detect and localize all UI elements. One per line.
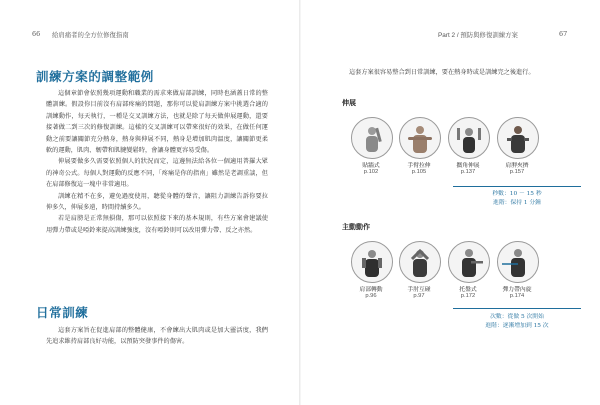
exercise-photo-wall-stretch [351, 117, 393, 159]
main-note-line1: 次數：從做 5 次開始 [490, 314, 544, 320]
exercise-photo-tray [448, 241, 490, 283]
exercise-photo-shoulder-rotation [351, 241, 393, 283]
exercise-page: p.105 [411, 169, 427, 175]
stretch-note-line2: 進階：保持 1 分鐘 [493, 200, 541, 206]
section2-paragraph: 這套方案旨在促進肩部的整體健康，不會練出大肌肉或是加大靈活度，我們先追求維持肩部良好功能，以預防突發事件的傷害。 [46, 327, 268, 346]
section2-body [46, 325, 268, 348]
exercise-page: p.157 [509, 169, 525, 175]
left-book-title: 給肩痛者的全方位修復指南 [52, 31, 129, 39]
exercise-name: 貼牆式 [362, 163, 380, 169]
intro-text [337, 67, 565, 78]
exercise-name: 攜角伸展 [456, 163, 480, 169]
exercise-photo-scapular-squeeze [497, 117, 539, 159]
exercise-page: p.97 [413, 293, 425, 299]
exercise-name: 彈力帶內旋 [502, 287, 532, 293]
main-heading: 主動動作 [342, 223, 370, 231]
exercise-page: p.137 [460, 169, 476, 175]
section1-body [46, 88, 268, 236]
section-title-daily: 日常訓練 [36, 305, 89, 320]
exercise-name: 手肘互碰 [407, 287, 431, 293]
right-running-head: Part 2 / 預防與修復訓練方案 [438, 32, 518, 39]
exercise-name: 肩部轉動 [359, 287, 383, 293]
exercise-page: p.102 [363, 169, 379, 175]
exercise-page: p.172 [460, 293, 476, 299]
exercise-photo-corner-stretch [448, 117, 490, 159]
section1-paragraph: 伸展要做多久需要依照個人的狀況而定，這邊無法給各位一個適用普羅大眾的神奇公式。每個人對運動的反應不同，「疼痛是你的指南」雖然是老調重談，但在肩部修復這一塊中非常適用。 [46, 158, 268, 189]
section1-paragraph: 訓練在精不在多，避免過度使用，聽從身體的聲音，讓阻力訓練告訴你要拉伸多久，伸展多遠，時間持續多久。 [46, 192, 268, 212]
exercise-name: 托盤式 [459, 287, 477, 293]
section1-paragraph: 這個章節會依照幾項運動和職業的需求來做肩部訓練，同時也涵蓋日常的整體訓練。假設你目前沒有肩部疼痛的問題，那你可以從肩訓練方案中挑選合適的訓練動作，每天執行，一種是交叉訓練方法，也就是除了每天做伸展運動，還要接著做二到三次的修復訓練。這樣的交叉訓練可以帶來很好的效果，在做任何運動之前要讓關節充分熱身，熱身與伸展不同，熱身是增加肌肉溫度，讓關節更柔軟的運動，肌肉、韌帶和肌腱變鬆時，會讓身體更容易受傷。 [46, 90, 268, 155]
main-note-rule [453, 308, 581, 309]
exercise-photo-arm-pull [399, 117, 441, 159]
right-page-number: 67 [559, 30, 568, 38]
section-title-adjustment: 訓練方案的調整範例 [36, 69, 154, 84]
exercise-page: p.174 [509, 293, 525, 299]
page-gutter [299, 0, 301, 405]
stretch-note-rule [453, 186, 581, 187]
exercise-name: 手臂拉伸 [407, 163, 431, 169]
intro-paragraph: 這套方案很容易整合到日常訓練，要在熱身時或是訓練完之後進行。 [349, 69, 535, 76]
stretch-heading: 伸展 [342, 99, 356, 107]
stretch-note-line1: 秒數：10 － 15 秒 [492, 191, 542, 197]
main-note-line2: 進階：逐漸增加到 15 次 [485, 323, 549, 329]
exercise-photo-band-internal-rotation [497, 241, 539, 283]
left-page-number: 66 [32, 30, 41, 38]
section1-paragraph: 若是肩膀是正常無損傷，那可以依照接下來的基本規則，有些方案會建議使用彈力帶或是啞鈴來提高訓練強度，沒有啞鈴則可以改用彈力帶、反之亦然。 [46, 215, 268, 234]
exercise-page: p.96 [365, 293, 377, 299]
exercise-photo-elbow-touch [399, 241, 441, 283]
exercise-name: 肩胛夾擠 [505, 163, 529, 169]
